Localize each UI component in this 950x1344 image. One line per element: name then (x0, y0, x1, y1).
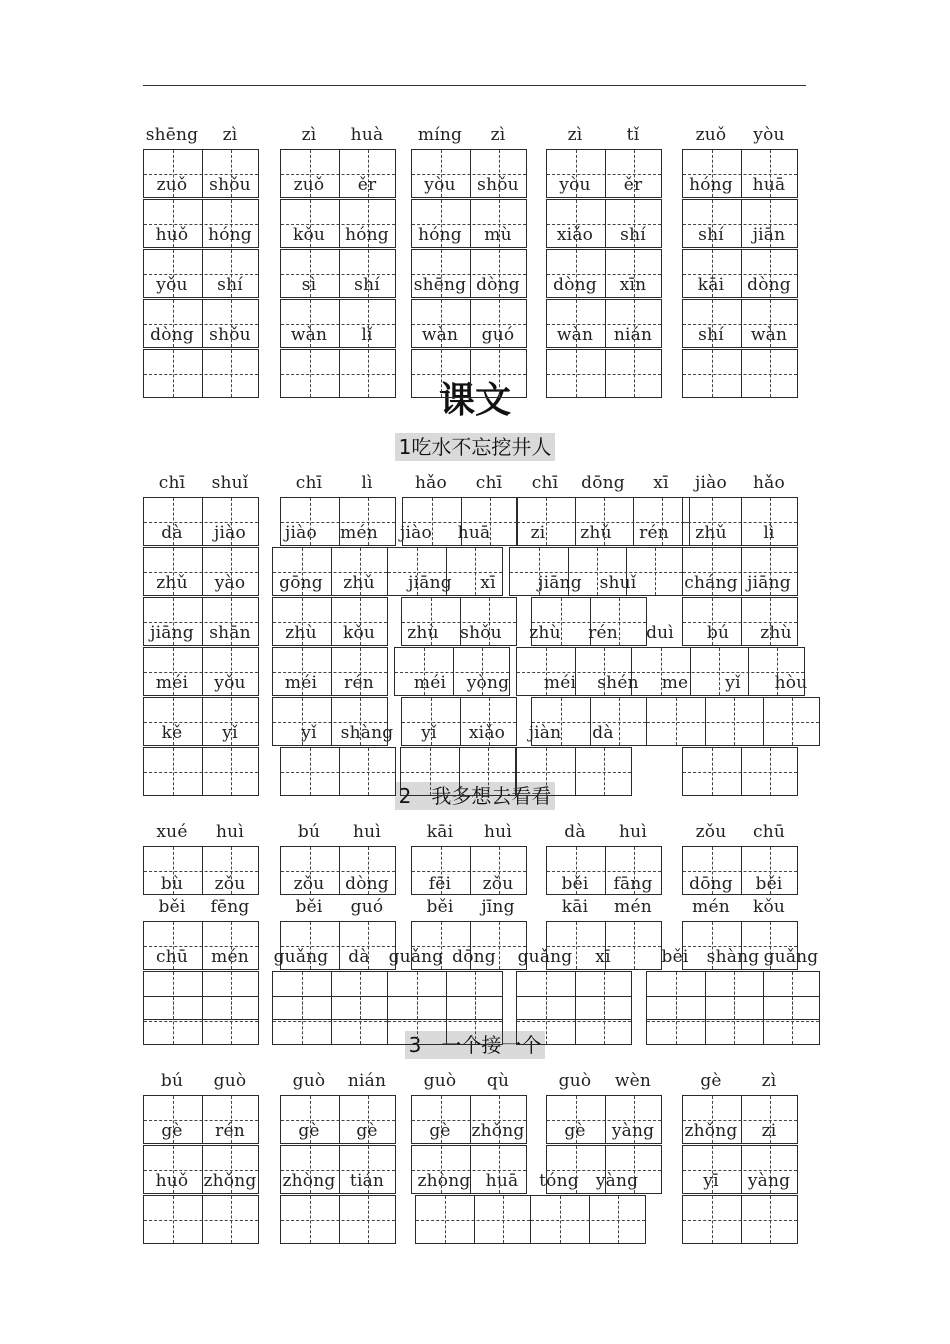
pinyin-syllable: zhòng (282, 1171, 336, 1191)
pinyin-syllable: gè (700, 1071, 722, 1091)
pinyin-syllable: jiàn (528, 723, 562, 743)
pinyin-syllable: chī (295, 473, 323, 493)
pinyin-syllable: běi (295, 897, 323, 917)
pinyin-syllable: yàng (611, 1121, 655, 1141)
cell-guide (734, 698, 735, 745)
pinyin-syllable: kě (161, 723, 183, 743)
pinyin-syllable: yǐ (421, 723, 437, 743)
pinyin-syllable: chī (475, 473, 503, 493)
pinyin-syllable: shí (217, 275, 243, 295)
pinyin-syllable: jiāng (408, 573, 452, 593)
pinyin-syllable: fāng (613, 874, 653, 894)
pinyin-syllable: zi (761, 1121, 777, 1141)
lesson2-practice-1-box (143, 996, 259, 1045)
cell-divider (470, 350, 471, 397)
pinyin-syllable: guǎng (763, 947, 819, 967)
pinyin-syllable: dà (348, 947, 370, 967)
pinyin-syllable: zhǔ (695, 523, 727, 543)
pinyin-syllable: shí (620, 225, 646, 245)
pinyin-syllable: dòng (150, 325, 194, 345)
pinyin-syllable: yàng (747, 1171, 791, 1191)
lesson1-row6-word3-box (400, 747, 516, 796)
cell-guide (634, 922, 635, 969)
pinyin-syllable: hǎo (753, 473, 785, 493)
pinyin-syllable: me (661, 673, 689, 693)
cell-guide (546, 997, 547, 1044)
pinyin-syllable: zhòng (417, 1171, 471, 1191)
pinyin-syllable: guǎng (517, 947, 573, 967)
pinyin-syllable: hóng (418, 225, 462, 245)
pinyin-syllable: yǒu (156, 275, 188, 295)
pinyin-syllable: bú (297, 822, 321, 842)
pinyin-syllable: xué (156, 822, 188, 842)
lesson1-row6-word2-box (280, 747, 396, 796)
pinyin-syllable: zhǒng (684, 1121, 738, 1141)
lesson3-row3-word3-box (415, 1195, 531, 1244)
pinyin-syllable: běi (755, 874, 783, 894)
pinyin-syllable: huā (457, 523, 491, 543)
cell-divider (741, 748, 742, 795)
cell-divider (741, 1196, 742, 1243)
lesson-2-title: 2 我多想去看看 (395, 782, 556, 810)
pinyin-syllable: dà (161, 523, 183, 543)
pinyin-syllable: wàn (556, 325, 594, 345)
lesson1-row5-word5-box (646, 697, 820, 746)
cell-divider (589, 1196, 590, 1243)
cell-guide (770, 1196, 771, 1243)
pinyin-syllable: zǒu (482, 874, 514, 894)
pinyin-syllable: guò (213, 1071, 247, 1091)
pinyin-syllable: gè (429, 1121, 451, 1141)
cell-divider (575, 997, 576, 1044)
lesson2-practice-2-box (272, 996, 388, 1045)
pinyin-syllable: zǒu (293, 874, 325, 894)
pinyin-syllable: kǒu (292, 225, 326, 245)
cell-guide (488, 748, 489, 795)
pinyin-syllable: dà (564, 822, 586, 842)
words-row5-word5-box (682, 349, 798, 398)
pinyin-syllable: huā (485, 1171, 519, 1191)
pinyin-syllable: xī (653, 473, 669, 493)
pinyin-syllable: zǒu (695, 822, 727, 842)
cell-guide (310, 748, 311, 795)
cell-guide (173, 350, 174, 397)
pinyin-syllable: xīn (619, 275, 647, 295)
cell-divider (705, 698, 706, 745)
pinyin-syllable: bú (160, 1071, 184, 1091)
pinyin-syllable: wàn (290, 325, 328, 345)
pinyin-syllable: sì (301, 275, 317, 295)
pinyin-syllable: jiāng (538, 573, 582, 593)
cell-guide (634, 350, 635, 397)
cell-guide (360, 997, 361, 1044)
pinyin-syllable: hóng (689, 175, 733, 195)
cell-divider (763, 997, 764, 1044)
cell-guide (231, 1196, 232, 1243)
pinyin-syllable: dà (592, 723, 614, 743)
pinyin-syllable: yòu (424, 175, 456, 195)
pinyin-syllable: shēng (145, 125, 199, 145)
pinyin-syllable: bú (706, 623, 730, 643)
pinyin-syllable: guò (423, 1071, 457, 1091)
cell-guide (604, 997, 605, 1044)
pinyin-syllable: yǒu (214, 673, 246, 693)
cell-guide (770, 350, 771, 397)
pinyin-syllable: shǒu (209, 175, 251, 195)
cell-guide (173, 997, 174, 1044)
cell-divider (705, 997, 706, 1044)
lesson2-practice-4-box (516, 996, 632, 1045)
pinyin-syllable: dōng (581, 473, 625, 493)
cell-guide (503, 1196, 504, 1243)
cell-divider (605, 350, 606, 397)
pinyin-syllable: běi (661, 947, 689, 967)
cell-guide (712, 1196, 713, 1243)
words-row5-word2-box (280, 349, 396, 398)
pinyin-syllable: zuǒ (156, 175, 188, 195)
cell-guide (475, 997, 476, 1044)
pinyin-syllable: xiǎo (556, 225, 594, 245)
cell-guide (576, 350, 577, 397)
pinyin-syllable: yòu (753, 125, 785, 145)
pinyin-syllable: qù (486, 1071, 510, 1091)
pinyin-syllable: mén (692, 897, 730, 917)
lesson-1-heading (0, 434, 950, 460)
pinyin-syllable: hǎo (415, 473, 447, 493)
cell-guide (302, 997, 303, 1044)
pinyin-syllable: kāi (697, 275, 725, 295)
pinyin-syllable: hóng (345, 225, 389, 245)
cell-guide (792, 698, 793, 745)
cell-divider (763, 698, 764, 745)
pinyin-syllable: míng (417, 125, 463, 145)
cell-guide (231, 997, 232, 1044)
pinyin-syllable: guò (292, 1071, 326, 1091)
pinyin-syllable: huì (484, 822, 512, 842)
pinyin-syllable: duì (646, 623, 674, 643)
pinyin-syllable: zhǔ (156, 573, 188, 593)
pinyin-syllable: shén (597, 673, 639, 693)
pinyin-syllable: zhǔ (343, 573, 375, 593)
lesson-3-title: 3 一个接一个 (405, 1031, 546, 1059)
pinyin-syllable: bù (160, 874, 184, 894)
pinyin-syllable: huà (350, 125, 384, 145)
cell-guide (368, 748, 369, 795)
cell-guide (792, 997, 793, 1044)
pinyin-syllable: zì (761, 1071, 777, 1091)
cell-divider (339, 1196, 340, 1243)
cell-divider (202, 997, 203, 1044)
lesson1-row6-word1-box (143, 747, 259, 796)
pinyin-syllable: yǐ (222, 723, 238, 743)
pinyin-syllable: gè (564, 1121, 586, 1141)
pinyin-syllable: guó (350, 897, 384, 917)
pinyin-syllable: yǐ (725, 673, 741, 693)
lesson1-row6-word5-box (682, 747, 798, 796)
pinyin-syllable: tián (349, 1171, 385, 1191)
cell-guide (368, 1196, 369, 1243)
lesson3-row3-word1-box (143, 1195, 259, 1244)
pinyin-syllable: yòng (466, 673, 510, 693)
pinyin-syllable: zhù (285, 623, 317, 643)
cell-guide (560, 1196, 561, 1243)
pinyin-syllable: shuǐ (211, 473, 249, 493)
pinyin-syllable: jiào (400, 523, 432, 543)
pinyin-syllable: ěr (357, 175, 377, 195)
cell-guide (441, 350, 442, 397)
cell-divider (202, 350, 203, 397)
pinyin-syllable: zì (490, 125, 506, 145)
pinyin-syllable: huì (353, 822, 381, 842)
pinyin-syllable: mén (614, 897, 652, 917)
cell-guide (676, 698, 677, 745)
pinyin-syllable: jiān (752, 225, 786, 245)
pinyin-syllable: shǒu (460, 623, 502, 643)
pinyin-syllable: mén (340, 523, 378, 543)
lesson3-row3-word5-box (682, 1195, 798, 1244)
cell-guide (445, 1196, 446, 1243)
pinyin-syllable: huǒ (155, 1171, 189, 1191)
lesson2-practice-3-box (387, 996, 503, 1045)
cell-guide (499, 350, 500, 397)
pinyin-syllable: zǒu (214, 874, 246, 894)
cell-guide (368, 350, 369, 397)
lesson2-practice-5-box (646, 996, 820, 1045)
pinyin-syllable: méi (284, 673, 318, 693)
pinyin-syllable: shí (354, 275, 380, 295)
pinyin-syllable: rén (215, 1121, 245, 1141)
pinyin-syllable: jiāng (747, 573, 791, 593)
pinyin-syllable: zì (567, 125, 583, 145)
cell-guide (231, 350, 232, 397)
pinyin-syllable: fēi (428, 874, 452, 894)
pinyin-syllable: chī (531, 473, 559, 493)
pinyin-syllable: yòu (559, 175, 591, 195)
words-row5-word3-box (411, 349, 527, 398)
pinyin-syllable: rén (639, 523, 669, 543)
pinyin-syllable: zhù (407, 623, 439, 643)
pinyin-syllable: shān (209, 623, 251, 643)
pinyin-syllable: kāi (561, 897, 589, 917)
cell-guide (173, 1196, 174, 1243)
pinyin-syllable: běi (561, 874, 589, 894)
pinyin-syllable: méi (543, 673, 577, 693)
words-row5-word1-box (143, 349, 259, 398)
cell-divider (741, 350, 742, 397)
pinyin-syllable: jiào (285, 523, 317, 543)
cell-divider (202, 1196, 203, 1243)
pinyin-syllable: huì (216, 822, 244, 842)
pinyin-syllable: dòng (476, 275, 520, 295)
pinyin-syllable: nián (347, 1071, 387, 1091)
pinyin-syllable: gè (161, 1121, 183, 1141)
pinyin-syllable: rén (588, 623, 618, 643)
pinyin-syllable: yī (703, 1171, 719, 1191)
pinyin-syllable: zi (530, 523, 546, 543)
pinyin-syllable: jiào (695, 473, 727, 493)
pinyin-syllable: chū (752, 822, 786, 842)
cell-divider (446, 997, 447, 1044)
pinyin-syllable: wàn (421, 325, 459, 345)
cell-guide (310, 350, 311, 397)
cell-divider (459, 748, 460, 795)
pinyin-syllable: jiào (214, 523, 246, 543)
pinyin-syllable: shí (698, 225, 724, 245)
pinyin-syllable: zuǒ (293, 175, 325, 195)
pinyin-syllable: fēng (210, 897, 250, 917)
pinyin-syllable: dòng (345, 874, 389, 894)
pinyin-syllable: méi (155, 673, 189, 693)
pinyin-syllable: gè (298, 1121, 320, 1141)
cell-divider (575, 748, 576, 795)
cell-guide (618, 1196, 619, 1243)
pinyin-syllable: xiǎo (468, 723, 506, 743)
cell-guide (430, 748, 431, 795)
pinyin-syllable: wàn (750, 325, 788, 345)
pinyin-syllable: huā (752, 175, 786, 195)
cell-guide (655, 548, 656, 595)
pinyin-syllable: lì (763, 523, 775, 543)
pinyin-syllable: tǐ (626, 125, 640, 145)
cell-guide (310, 1196, 311, 1243)
cell-guide (546, 748, 547, 795)
cell-guide (676, 997, 677, 1044)
cell-divider (474, 1196, 475, 1243)
cell-guide (734, 997, 735, 1044)
cell-guide (770, 748, 771, 795)
pinyin-syllable: jiāng (150, 623, 194, 643)
pinyin-syllable: yǐ (301, 723, 317, 743)
pinyin-syllable: shǒu (209, 325, 251, 345)
lesson3-row3-word2-box (280, 1195, 396, 1244)
cell-guide (231, 748, 232, 795)
pinyin-syllable: zì (222, 125, 238, 145)
pinyin-syllable: nián (613, 325, 653, 345)
pinyin-syllable: xī (480, 573, 496, 593)
pinyin-syllable: kāi (426, 822, 454, 842)
pinyin-syllable: shēng (413, 275, 467, 295)
cell-guide (712, 748, 713, 795)
cell-guide (604, 748, 605, 795)
cell-guide (417, 997, 418, 1044)
pinyin-syllable: huǒ (155, 225, 189, 245)
lesson-1-title: 1吃水不忘挖井人 (395, 433, 556, 461)
words-row5-word4-box (546, 349, 662, 398)
pinyin-syllable: zhù (760, 623, 792, 643)
pinyin-syllable: chū (155, 947, 189, 967)
pinyin-syllable: shí (698, 325, 724, 345)
pinyin-syllable: zhù (529, 623, 561, 643)
pinyin-syllable: xī (595, 947, 611, 967)
pinyin-syllable: kǒu (752, 897, 786, 917)
pinyin-syllable: yàng (595, 1171, 639, 1191)
cell-divider (339, 350, 340, 397)
pinyin-syllable: chī (158, 473, 186, 493)
pinyin-syllable: kǒu (342, 623, 376, 643)
pinyin-syllable: yào (214, 573, 246, 593)
pinyin-syllable: dōng (452, 947, 496, 967)
pinyin-syllable: guó (481, 325, 515, 345)
pinyin-syllable: lǐ (361, 325, 373, 345)
pinyin-syllable: zì (301, 125, 317, 145)
lesson1-row6-word4-box (516, 747, 632, 796)
pinyin-syllable: dōng (689, 874, 733, 894)
header-rule (143, 85, 806, 86)
pinyin-syllable: shàng (706, 947, 760, 967)
section-title: 课文 (438, 380, 511, 421)
pinyin-syllable: lì (361, 473, 373, 493)
pinyin-syllable: zhǒng (203, 1171, 257, 1191)
pinyin-syllable: gōng (279, 573, 323, 593)
pinyin-syllable: hòu (774, 673, 808, 693)
pinyin-syllable: hóng (208, 225, 252, 245)
pinyin-syllable: rén (344, 673, 374, 693)
pinyin-syllable: shuǐ (599, 573, 637, 593)
pinyin-syllable: jīng (481, 897, 515, 917)
pinyin-syllable: ěr (623, 175, 643, 195)
pinyin-syllable: běi (426, 897, 454, 917)
cell-guide (712, 350, 713, 397)
cell-guide (173, 748, 174, 795)
cell-divider (339, 748, 340, 795)
pinyin-syllable: méi (413, 673, 447, 693)
cell-divider (202, 748, 203, 795)
lesson3-row3-word4-box (530, 1195, 646, 1244)
pinyin-syllable: guò (558, 1071, 592, 1091)
pinyin-syllable: tóng (539, 1171, 579, 1191)
pinyin-syllable: shàng (340, 723, 394, 743)
pinyin-syllable: mù (484, 225, 512, 245)
pinyin-syllable: dòng (747, 275, 791, 295)
pinyin-syllable: shǒu (477, 175, 519, 195)
pinyin-syllable: guǎng (388, 947, 444, 967)
pinyin-syllable: dòng (553, 275, 597, 295)
pinyin-syllable: běi (158, 897, 186, 917)
pinyin-syllable: zhǒng (471, 1121, 525, 1141)
pinyin-syllable: guǎng (273, 947, 329, 967)
pinyin-syllable: huì (619, 822, 647, 842)
pinyin-syllable: cháng (684, 573, 738, 593)
pinyin-syllable: mén (211, 947, 249, 967)
pinyin-syllable: wèn (614, 1071, 652, 1091)
pinyin-syllable: gè (356, 1121, 378, 1141)
pinyin-syllable: zhǔ (580, 523, 612, 543)
cell-divider (331, 997, 332, 1044)
pinyin-syllable: zuǒ (695, 125, 727, 145)
